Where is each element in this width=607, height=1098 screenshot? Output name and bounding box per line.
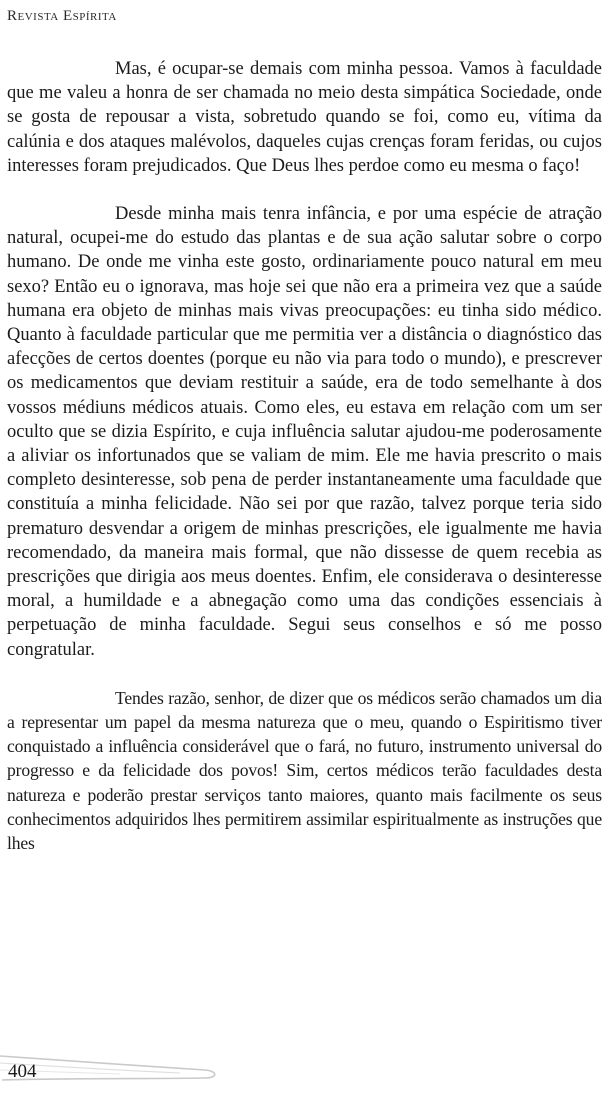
running-header: Revista Espírita	[7, 8, 117, 24]
paragraph-3: Tendes razão, senhor, de dizer que os médicos serão chamados um dia a representar um papel da mesma natureza que o meu, quando o Espiritismo tiver conquistado a influência considerável que o fará, no futuro, instrumento universal do progresso e da felicidade dos povos! Sim, certos médicos terão faculdades desta natureza e poderão prestar serviços tanto maiores, quanto mais facilmente os seus conhecimentos adquiridos lhes permitirem assimilar espiritualmente as instruções que lhes	[7, 687, 602, 854]
page-number: 404	[8, 1061, 37, 1082]
paragraph-2: Desde minha mais tenra infância, e por uma espécie de atração natural, ocupei-me do estudo das plantas e de sua ação salutar sobre o corpo humano. De onde me vinha este gosto, ordinariamente pouco natural em meu sexo? Então eu o ignorava, mas hoje sei que não era a primeira vez que a saúde humana era objeto de minhas mais vivas preocupações: eu tinha sido médico. Quanto à faculdade particular que me permitia ver a distância o diagnóstico das afecções de certos doentes (porque eu não via para todo o mundo), e prescrever os medicamentos que deviam restituir a saúde, era de todo semelhante à dos vossos médiuns médicos atuais. Como eles, eu estava em relação com um ser oculto que se dizia Espírito, e cuja influência salutar ajudou-me poderosamente a aliviar os infortunados que se valiam de mim. Ele me havia prescrito o mais completo desinteresse, sob pena de perder instantaneamente uma faculdade que constituía a minha felicidade. Não sei por que razão, talvez porque teria sido prematuro desvendar a origem de minhas prescrições, ele igualmente me havia recomendado, da maneira mais formal, que não dissesse de quem recebia as prescrições que dirigia aos meus doentes. Enfim, ele considerava o desinteresse moral, a humildade e a abnegação como uma das condições essenciais à perpetuação de minha faculdade. Segui seus conselhos e só me posso congratular.	[7, 204, 602, 660]
page-body	[7, 57, 602, 855]
paragraph-1: Mas, é ocupar-se demais com minha pessoa. Vamos à faculdade que me valeu a honra de ser chamada no meio desta simpática Sociedade, onde se gosta de repousar a vista, sobretudo quando se foi, como eu, vítima da calúnia e dos ataques malévolos, daqueles cujas crenças foram feridas, ou cujos interesses foram prejudicados. Que Deus lhes perdoe como eu mesma o faço!	[7, 59, 602, 176]
